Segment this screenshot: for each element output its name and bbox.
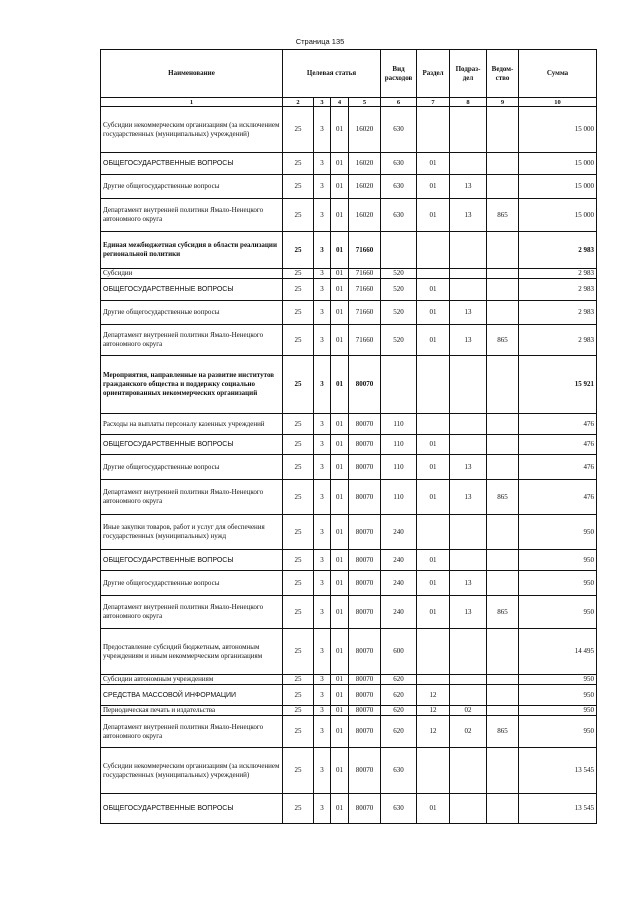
row-name: ОБЩЕГОСУДАРСТВЕННЫЕ ВОПРОСЫ <box>101 550 283 571</box>
row-name: Субсидии автономным учреждениям <box>101 675 283 685</box>
target-article-part-1: 25 <box>283 515 314 550</box>
target-article-part-2: 3 <box>314 175 331 199</box>
target-article-part-3: 01 <box>331 153 349 175</box>
target-article-part-3: 01 <box>331 515 349 550</box>
expense-type-cell: 110 <box>381 414 417 435</box>
department-cell <box>487 269 519 279</box>
column-number: 9 <box>487 98 519 107</box>
table-header-row <box>101 50 597 98</box>
sum-cell: 950 <box>519 685 597 706</box>
section-cell <box>417 675 450 685</box>
sum-cell: 15 921 <box>519 356 597 414</box>
sum-cell: 476 <box>519 480 597 515</box>
column-number: 4 <box>331 98 349 107</box>
target-article-part-2: 3 <box>314 716 331 748</box>
subsection-cell: 13 <box>450 596 487 629</box>
target-article-part-1: 25 <box>283 301 314 325</box>
target-article-part-1: 25 <box>283 571 314 596</box>
expense-type-cell: 630 <box>381 175 417 199</box>
subsection-cell <box>450 435 487 455</box>
section-cell: 01 <box>417 794 450 824</box>
target-article-part-3: 01 <box>331 107 349 153</box>
target-article-part-2: 3 <box>314 571 331 596</box>
target-article-part-1: 25 <box>283 716 314 748</box>
table-row <box>101 685 597 706</box>
target-article-part-3: 01 <box>331 356 349 414</box>
target-article-part-4: 80070 <box>349 356 381 414</box>
header-expense-type: Вид расходов <box>381 50 417 98</box>
sum-cell: 2 983 <box>519 325 597 356</box>
sum-cell: 476 <box>519 414 597 435</box>
expense-type-cell: 630 <box>381 794 417 824</box>
department-cell <box>487 175 519 199</box>
subsection-cell: 02 <box>450 706 487 716</box>
section-cell: 01 <box>417 199 450 232</box>
table-row <box>101 716 597 748</box>
subsection-cell <box>450 107 487 153</box>
sum-cell: 950 <box>519 596 597 629</box>
target-article-part-2: 3 <box>314 675 331 685</box>
subsection-cell: 13 <box>450 175 487 199</box>
department-cell <box>487 629 519 675</box>
target-article-part-2: 3 <box>314 629 331 675</box>
sum-cell: 2 983 <box>519 269 597 279</box>
target-article-part-4: 71660 <box>349 279 381 301</box>
target-article-part-1: 25 <box>283 199 314 232</box>
table-row <box>101 414 597 435</box>
department-cell <box>487 301 519 325</box>
table-row <box>101 455 597 480</box>
expense-type-cell: 620 <box>381 706 417 716</box>
department-cell <box>487 685 519 706</box>
row-name: Иные закупки товаров, работ и услуг для обеспечения государственных (муниципальных) нужд <box>101 515 283 550</box>
expense-type-cell: 240 <box>381 596 417 629</box>
expense-type-cell: 520 <box>381 301 417 325</box>
table-row <box>101 153 597 175</box>
target-article-part-1: 25 <box>283 325 314 356</box>
target-article-part-1: 25 <box>283 435 314 455</box>
row-name: Департамент внутренней политики Ямало-Ненецкого автономного округа <box>101 596 283 629</box>
column-number: 3 <box>314 98 331 107</box>
row-name: Субсидии некоммерческим организациям (за исключением государственных (муниципальных) учреждений) <box>101 748 283 794</box>
column-number: 2 <box>283 98 314 107</box>
column-number-row <box>101 98 597 107</box>
target-article-part-4: 16020 <box>349 175 381 199</box>
target-article-part-2: 3 <box>314 269 331 279</box>
section-cell <box>417 748 450 794</box>
row-name: Субсидии некоммерческим организациям (за исключением государственных (муниципальных) учреждений) <box>101 107 283 153</box>
section-cell: 12 <box>417 685 450 706</box>
subsection-cell <box>450 550 487 571</box>
target-article-part-4: 16020 <box>349 153 381 175</box>
target-article-part-2: 3 <box>314 550 331 571</box>
department-cell <box>487 675 519 685</box>
target-article-part-2: 3 <box>314 279 331 301</box>
section-cell <box>417 232 450 269</box>
department-cell: 865 <box>487 325 519 356</box>
sum-cell: 13 545 <box>519 794 597 824</box>
section-cell <box>417 515 450 550</box>
target-article-part-4: 80070 <box>349 706 381 716</box>
target-article-part-4: 80070 <box>349 685 381 706</box>
section-cell <box>417 414 450 435</box>
section-cell: 01 <box>417 301 450 325</box>
sum-cell: 950 <box>519 716 597 748</box>
header-name: Наименование <box>101 50 283 98</box>
table-row <box>101 325 597 356</box>
table-row <box>101 515 597 550</box>
table-row <box>101 550 597 571</box>
target-article-part-1: 25 <box>283 269 314 279</box>
department-cell: 865 <box>487 596 519 629</box>
subsection-cell: 13 <box>450 325 487 356</box>
expense-type-cell: 630 <box>381 107 417 153</box>
row-name: СРЕДСТВА МАССОВОЙ ИНФОРМАЦИИ <box>101 685 283 706</box>
table-body <box>101 107 597 824</box>
table-row <box>101 107 597 153</box>
department-cell <box>487 232 519 269</box>
row-name: ОБЩЕГОСУДАРСТВЕННЫЕ ВОПРОСЫ <box>101 279 283 301</box>
target-article-part-1: 25 <box>283 629 314 675</box>
department-cell: 865 <box>487 716 519 748</box>
budget-table <box>100 49 597 824</box>
table-row <box>101 706 597 716</box>
table-row <box>101 435 597 455</box>
sum-cell: 2 983 <box>519 279 597 301</box>
row-name: Департамент внутренней политики Ямало-Ненецкого автономного округа <box>101 199 283 232</box>
target-article-part-2: 3 <box>314 107 331 153</box>
section-cell: 01 <box>417 480 450 515</box>
subsection-cell <box>450 515 487 550</box>
subsection-cell <box>450 685 487 706</box>
subsection-cell <box>450 675 487 685</box>
target-article-part-2: 3 <box>314 414 331 435</box>
expense-type-cell: 110 <box>381 480 417 515</box>
section-cell: 01 <box>417 175 450 199</box>
target-article-part-3: 01 <box>331 480 349 515</box>
expense-type-cell <box>381 356 417 414</box>
department-cell: 865 <box>487 199 519 232</box>
subsection-cell: 13 <box>450 301 487 325</box>
target-article-part-1: 25 <box>283 455 314 480</box>
subsection-cell: 02 <box>450 716 487 748</box>
target-article-part-2: 3 <box>314 596 331 629</box>
section-cell <box>417 107 450 153</box>
column-number: 6 <box>381 98 417 107</box>
target-article-part-2: 3 <box>314 301 331 325</box>
section-cell: 01 <box>417 279 450 301</box>
target-article-part-2: 3 <box>314 685 331 706</box>
expense-type-cell: 620 <box>381 685 417 706</box>
column-number: 10 <box>519 98 597 107</box>
department-cell <box>487 435 519 455</box>
target-article-part-3: 01 <box>331 414 349 435</box>
department-cell <box>487 706 519 716</box>
target-article-part-3: 01 <box>331 685 349 706</box>
target-article-part-1: 25 <box>283 175 314 199</box>
table-row <box>101 356 597 414</box>
expense-type-cell: 110 <box>381 435 417 455</box>
expense-type-cell: 630 <box>381 199 417 232</box>
expense-type-cell: 620 <box>381 675 417 685</box>
row-name: Департамент внутренней политики Ямало-Ненецкого автономного округа <box>101 325 283 356</box>
target-article-part-1: 25 <box>283 153 314 175</box>
expense-type-cell: 620 <box>381 716 417 748</box>
target-article-part-3: 01 <box>331 675 349 685</box>
target-article-part-2: 3 <box>314 232 331 269</box>
target-article-part-3: 01 <box>331 325 349 356</box>
target-article-part-3: 01 <box>331 232 349 269</box>
department-cell <box>487 515 519 550</box>
sum-cell: 2 983 <box>519 301 597 325</box>
subsection-cell <box>450 279 487 301</box>
target-article-part-3: 01 <box>331 279 349 301</box>
sum-cell: 13 545 <box>519 748 597 794</box>
expense-type-cell: 630 <box>381 153 417 175</box>
column-number: 5 <box>349 98 381 107</box>
subsection-cell <box>450 356 487 414</box>
section-cell: 01 <box>417 325 450 356</box>
row-name: Расходы на выплаты персоналу казенных учреждений <box>101 414 283 435</box>
table-row <box>101 199 597 232</box>
section-cell <box>417 269 450 279</box>
department-cell <box>487 356 519 414</box>
sum-cell: 15 000 <box>519 199 597 232</box>
subsection-cell: 13 <box>450 455 487 480</box>
expense-type-cell: 520 <box>381 279 417 301</box>
header-subsection: Подраз-дел <box>450 50 487 98</box>
target-article-part-3: 01 <box>331 175 349 199</box>
expense-type-cell: 630 <box>381 748 417 794</box>
row-name: Другие общегосударственные вопросы <box>101 455 283 480</box>
sum-cell: 950 <box>519 706 597 716</box>
section-cell: 01 <box>417 596 450 629</box>
subsection-cell <box>450 153 487 175</box>
section-cell: 12 <box>417 706 450 716</box>
target-article-part-2: 3 <box>314 706 331 716</box>
target-article-part-4: 80070 <box>349 550 381 571</box>
sum-cell: 15 000 <box>519 175 597 199</box>
section-cell: 01 <box>417 550 450 571</box>
target-article-part-1: 25 <box>283 550 314 571</box>
target-article-part-2: 3 <box>314 356 331 414</box>
expense-type-cell: 240 <box>381 515 417 550</box>
target-article-part-2: 3 <box>314 153 331 175</box>
table-row <box>101 571 597 596</box>
department-cell <box>487 794 519 824</box>
target-article-part-2: 3 <box>314 455 331 480</box>
subsection-cell: 13 <box>450 571 487 596</box>
department-cell <box>487 571 519 596</box>
target-article-part-3: 01 <box>331 435 349 455</box>
department-cell <box>487 153 519 175</box>
target-article-part-1: 25 <box>283 685 314 706</box>
row-name: Департамент внутренней политики Ямало-Ненецкого автономного округа <box>101 480 283 515</box>
target-article-part-2: 3 <box>314 480 331 515</box>
table-row <box>101 480 597 515</box>
section-cell: 01 <box>417 455 450 480</box>
column-number: 7 <box>417 98 450 107</box>
table-row <box>101 629 597 675</box>
target-article-part-4: 80070 <box>349 794 381 824</box>
subsection-cell <box>450 748 487 794</box>
subsection-cell <box>450 269 487 279</box>
target-article-part-3: 01 <box>331 716 349 748</box>
expense-type-cell: 240 <box>381 571 417 596</box>
target-article-part-1: 25 <box>283 596 314 629</box>
target-article-part-1: 25 <box>283 480 314 515</box>
table-row <box>101 596 597 629</box>
table-row <box>101 269 597 279</box>
sum-cell: 950 <box>519 675 597 685</box>
row-name: Периодическая печать и издательства <box>101 706 283 716</box>
sum-cell: 2 983 <box>519 232 597 269</box>
expense-type-cell: 520 <box>381 325 417 356</box>
target-article-part-3: 01 <box>331 748 349 794</box>
expense-type-cell: 520 <box>381 269 417 279</box>
expense-type-cell: 110 <box>381 455 417 480</box>
row-name: ОБЩЕГОСУДАРСТВЕННЫЕ ВОПРОСЫ <box>101 153 283 175</box>
expense-type-cell: 600 <box>381 629 417 675</box>
expense-type-cell <box>381 232 417 269</box>
target-article-part-2: 3 <box>314 748 331 794</box>
subsection-cell: 13 <box>450 199 487 232</box>
table-row <box>101 232 597 269</box>
target-article-part-4: 80070 <box>349 571 381 596</box>
subsection-cell <box>450 794 487 824</box>
target-article-part-2: 3 <box>314 515 331 550</box>
section-cell: 01 <box>417 153 450 175</box>
department-cell <box>487 414 519 435</box>
row-name: ОБЩЕГОСУДАРСТВЕННЫЕ ВОПРОСЫ <box>101 435 283 455</box>
target-article-part-4: 71660 <box>349 325 381 356</box>
column-number: 8 <box>450 98 487 107</box>
department-cell <box>487 107 519 153</box>
sum-cell: 476 <box>519 455 597 480</box>
target-article-part-1: 25 <box>283 232 314 269</box>
sum-cell: 950 <box>519 571 597 596</box>
target-article-part-3: 01 <box>331 301 349 325</box>
row-name: Предоставление субсидий бюджетным, автономным учреждениям и иным некоммерческим организациям <box>101 629 283 675</box>
row-name: Субсидии <box>101 269 283 279</box>
section-cell: 12 <box>417 716 450 748</box>
target-article-part-1: 25 <box>283 675 314 685</box>
sum-cell: 476 <box>519 435 597 455</box>
header-section: Раздел <box>417 50 450 98</box>
target-article-part-1: 25 <box>283 748 314 794</box>
target-article-part-2: 3 <box>314 199 331 232</box>
target-article-part-4: 80070 <box>349 414 381 435</box>
target-article-part-3: 01 <box>331 596 349 629</box>
target-article-part-4: 16020 <box>349 107 381 153</box>
target-article-part-3: 01 <box>331 571 349 596</box>
target-article-part-2: 3 <box>314 435 331 455</box>
target-article-part-4: 80070 <box>349 455 381 480</box>
subsection-cell: 13 <box>450 480 487 515</box>
header-sum: Сумма <box>519 50 597 98</box>
page-number-label: Страница 135 <box>295 37 345 46</box>
row-name: ОБЩЕГОСУДАРСТВЕННЫЕ ВОПРОСЫ <box>101 794 283 824</box>
table-row <box>101 794 597 824</box>
department-cell <box>487 455 519 480</box>
target-article-part-1: 25 <box>283 414 314 435</box>
section-cell: 01 <box>417 571 450 596</box>
row-name: Другие общегосударственные вопросы <box>101 301 283 325</box>
row-name: Департамент внутренней политики Ямало-Ненецкого автономного округа <box>101 716 283 748</box>
target-article-part-3: 01 <box>331 794 349 824</box>
subsection-cell <box>450 414 487 435</box>
row-name: Другие общегосударственные вопросы <box>101 571 283 596</box>
row-name: Другие общегосударственные вопросы <box>101 175 283 199</box>
department-cell: 865 <box>487 480 519 515</box>
sum-cell: 14 495 <box>519 629 597 675</box>
table-row <box>101 675 597 685</box>
subsection-cell <box>450 232 487 269</box>
target-article-part-4: 80070 <box>349 515 381 550</box>
header-target-article: Целевая статья <box>283 50 381 98</box>
header-department: Ведом-ство <box>487 50 519 98</box>
target-article-part-2: 3 <box>314 794 331 824</box>
department-cell <box>487 550 519 571</box>
target-article-part-1: 25 <box>283 706 314 716</box>
sum-cell: 950 <box>519 550 597 571</box>
target-article-part-4: 16020 <box>349 199 381 232</box>
target-article-part-3: 01 <box>331 269 349 279</box>
row-name: Мероприятия, направленные на развитие институтов гражданского общества и поддержку социально ориентированных некоммерческих организаций <box>101 356 283 414</box>
target-article-part-3: 01 <box>331 550 349 571</box>
section-cell <box>417 629 450 675</box>
target-article-part-4: 80070 <box>349 675 381 685</box>
table-row <box>101 301 597 325</box>
sum-cell: 950 <box>519 515 597 550</box>
target-article-part-3: 01 <box>331 706 349 716</box>
target-article-part-4: 80070 <box>349 596 381 629</box>
section-cell <box>417 356 450 414</box>
target-article-part-1: 25 <box>283 356 314 414</box>
table-row <box>101 175 597 199</box>
target-article-part-3: 01 <box>331 455 349 480</box>
department-cell <box>487 279 519 301</box>
department-cell <box>487 748 519 794</box>
target-article-part-4: 71660 <box>349 301 381 325</box>
target-article-part-1: 25 <box>283 107 314 153</box>
column-number: 1 <box>101 98 283 107</box>
table-row <box>101 748 597 794</box>
target-article-part-1: 25 <box>283 279 314 301</box>
target-article-part-1: 25 <box>283 794 314 824</box>
sum-cell: 15 000 <box>519 153 597 175</box>
sum-cell: 15 000 <box>519 107 597 153</box>
table-row <box>101 279 597 301</box>
subsection-cell <box>450 629 487 675</box>
target-article-part-4: 71660 <box>349 269 381 279</box>
target-article-part-4: 80070 <box>349 716 381 748</box>
target-article-part-4: 80070 <box>349 629 381 675</box>
target-article-part-4: 80070 <box>349 748 381 794</box>
target-article-part-3: 01 <box>331 629 349 675</box>
expense-type-cell: 240 <box>381 550 417 571</box>
target-article-part-2: 3 <box>314 325 331 356</box>
target-article-part-4: 80070 <box>349 435 381 455</box>
section-cell: 01 <box>417 435 450 455</box>
target-article-part-4: 80070 <box>349 480 381 515</box>
target-article-part-3: 01 <box>331 199 349 232</box>
target-article-part-4: 71660 <box>349 232 381 269</box>
row-name: Единая межбюджетная субсидия в области реализации региональной политики <box>101 232 283 269</box>
